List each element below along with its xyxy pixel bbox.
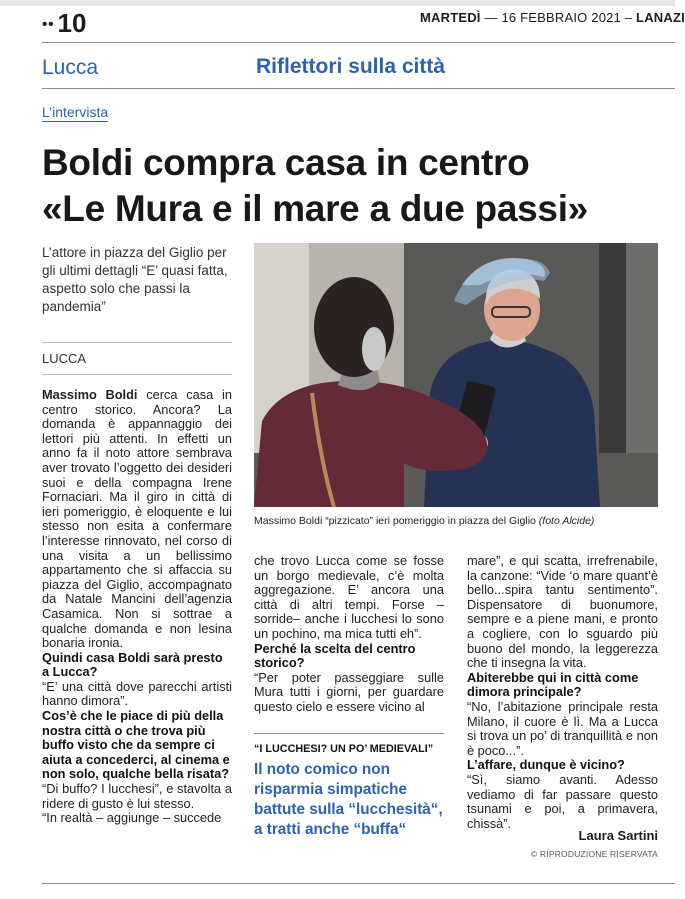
- article-photo: [254, 243, 658, 507]
- dateline-newspaper: LANAZI: [636, 10, 685, 25]
- photo-credit: (foto Alcide): [538, 515, 595, 527]
- author-signature: Laura Sartini: [578, 828, 658, 843]
- question-1: Quindi casa Boldi sarà presto a Lucca?: [42, 649, 223, 680]
- pull-quote-text: Il noto comico non risparmia simpatiche battute sulla “lucchesità“, a tratti anche “buffa“: [254, 761, 443, 838]
- page-number-value: 10: [57, 8, 87, 38]
- article-column-3: [467, 554, 658, 831]
- headline-line-1: Boldi compra casa in centro: [42, 142, 530, 183]
- page-top-strip: [0, 0, 675, 6]
- dateline-weekday: MARTEDÌ: [420, 10, 481, 25]
- subhead-rule-bottom: [42, 374, 232, 375]
- question-5: L’affare, dunque è vicino?: [467, 757, 625, 773]
- answer-2b: “In realtà – aggiunge – succede: [42, 810, 222, 826]
- photo-caption-text: Massimo Boldi “pizzicato” ieri pomeriggio in piazza del Giglio: [254, 515, 536, 527]
- question-4: Abiterebbe qui in città come dimora principale?: [467, 669, 639, 700]
- section-rule: [42, 88, 675, 89]
- answer-3: “Per poter passeggiare sulle Mura tutti i giorni, per guardare questo cielo e essere vicino al: [254, 669, 444, 714]
- dateline-date: — 16 FEBBRAIO 2021 –: [484, 10, 633, 25]
- lead-text: cerca casa in centro storico. Ancora? La domanda è appannaggio dei lettori più attenti. In effetti un anno fa il noto attore sembrava aver trovato l’oggetto dei desideri suoi e della compagna Irene Fornaciari. Ma il giro in città di ieri pomeriggio, è eloquente e lui stesso non esita a confermare l’interesse rinnovato, nel corso di una visita a un bellissimo appartamento che si affaccia su piazza del Giglio, accompagnato da Natale Mancini dell’agenzia Casamica. Non si sottrae a qualche domanda e non lesina bonaria ironia.: [42, 387, 233, 651]
- answer-5: “Sì, siamo avanti. Adesso vediamo di far passare questo tsunami e poi, a primavera, chissà”.: [467, 771, 658, 831]
- photo-boldi-interview: [254, 243, 658, 507]
- answer-1: “E’ una città dove parecchi artisti hanno dimora”.: [42, 678, 232, 709]
- article-column-2: [254, 554, 444, 715]
- placeline: LUCCA: [42, 351, 87, 366]
- column-3-text: mare”, e qui scatta, irrefrenabile, la canzone: “Vide ‘o mare quant’è bello...spira tantu sentimento”. Dispensatore di buonumore, sempre e a piene mani, e pronto a cogliere, con lo sguardo più buono del mondo, la leggerezza che ti insegna la vita.: [467, 553, 658, 671]
- article-subhead: L’attore in piazza del Giglio per gli ultimi dettagli “E’ quasi fatta, aspetto solo che passi la pandemia”: [42, 245, 228, 314]
- section-title: Riflettori sulla città: [256, 55, 446, 78]
- headline-line-2: «Le Mura e il mare a due passi»: [42, 188, 588, 229]
- section-city: Lucca: [42, 56, 99, 79]
- pull-quote-rule: [254, 733, 444, 734]
- article-kicker: L’intervista: [42, 104, 109, 120]
- answer-2a: “Di buffo? I lucchesi”, e stavolta a ridere di gusto è lui stesso.: [42, 781, 232, 811]
- dateline: [420, 11, 685, 25]
- page-bottom-rule: [42, 883, 675, 884]
- question-2: Cos’è che le piace di più della nostra città o che trova più buffo visto che da sempre ci aiuta a concederci, al cinema e non solo, qualche bella risata?: [42, 708, 230, 782]
- article-headline: [42, 140, 662, 232]
- header-rule: [42, 42, 675, 43]
- lead-paragraph: [42, 388, 232, 651]
- subhead-rule-top: [42, 342, 232, 343]
- column-2-text: che trovo Lucca come se fosse un borgo medievale, c’è molta aggregazione. E’ ancora una città di altri tempi. Forse – sorride– anche i lucchesi lo sono un pochino, ma mica tutti eh”.: [254, 553, 444, 641]
- page-number-dots: ••: [42, 16, 55, 33]
- article-column-1: [42, 388, 232, 826]
- photo-caption: [254, 515, 658, 528]
- answer-4: “No, l’abitazione principale resta Milano, il cuore è lì. Ma a Lucca si trova un po’ di tranquillità e non è poco...”.: [467, 698, 658, 758]
- page-number: [42, 8, 86, 40]
- copyright-notice: © RIPRODUZIONE RISERVATA: [530, 849, 658, 859]
- question-3: Perché la scelta del centro storico?: [254, 640, 416, 671]
- pull-quote-kicker: “I LUCCHESI? UN PO’ MEDIEVALI”: [254, 743, 434, 755]
- lead-name: Massimo Boldi: [42, 387, 138, 402]
